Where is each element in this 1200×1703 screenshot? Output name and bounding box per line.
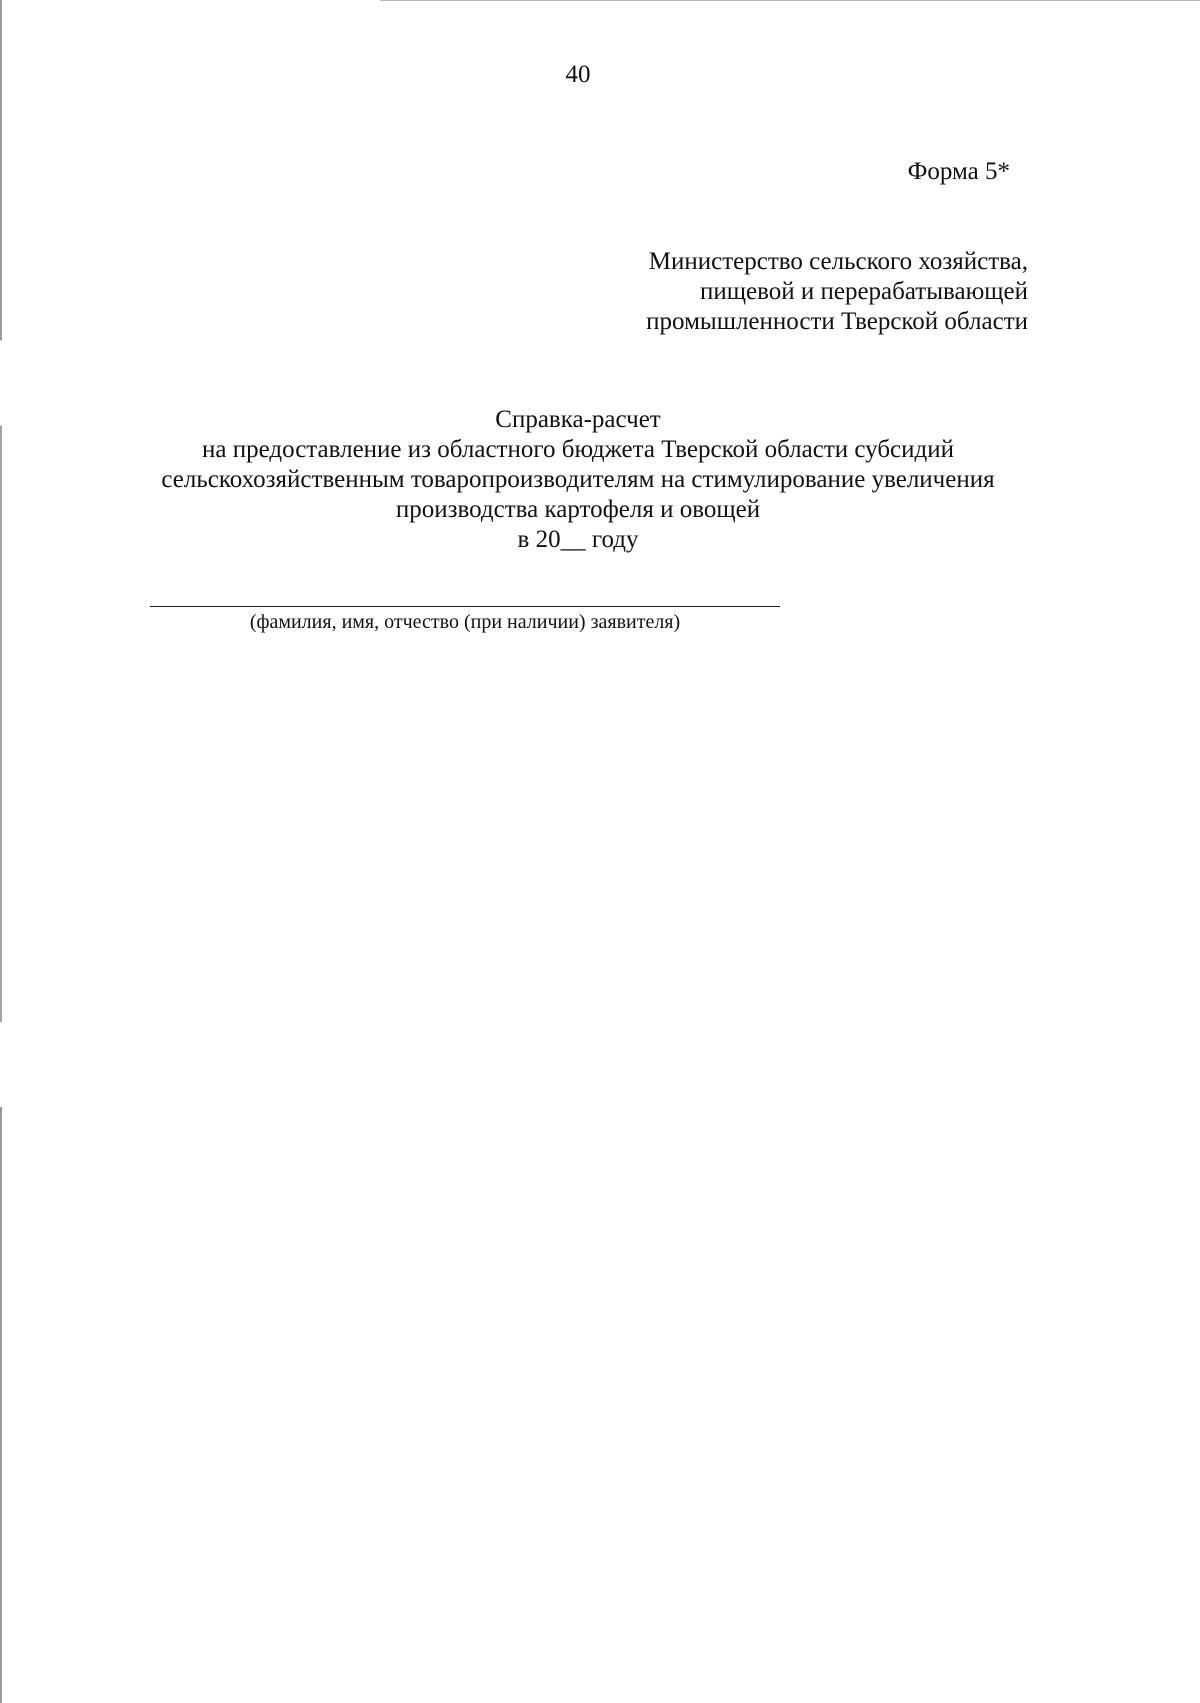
document-title <box>0 405 1156 555</box>
ministry-addressee <box>646 247 1028 337</box>
ministry-line: промышленности Тверской области <box>646 308 1028 335</box>
form-label: Форма 5* <box>907 158 1010 185</box>
applicant-name-line <box>150 606 780 607</box>
scan-edge-left <box>0 0 2 1703</box>
ministry-line: Министерство сельского хозяйства, <box>648 248 1028 275</box>
scan-edge-top <box>380 0 1200 1</box>
title-line: сельскохозяйственным товаропроизводителям на стимулирование увеличения <box>161 466 995 493</box>
title-line: на предоставление из областного бюджета Тверской области субсидий <box>201 436 954 463</box>
title-line: в 20__ году <box>517 526 639 553</box>
title-line: Справка-расчет <box>495 406 661 433</box>
applicant-caption: (фамилия, имя, отчество (при наличии) заявителя) <box>249 611 681 633</box>
title-line: производства картофеля и овощей <box>395 496 761 523</box>
page-number: 40 <box>565 61 591 88</box>
ministry-line: пищевой и перерабатывающей <box>699 278 1028 305</box>
